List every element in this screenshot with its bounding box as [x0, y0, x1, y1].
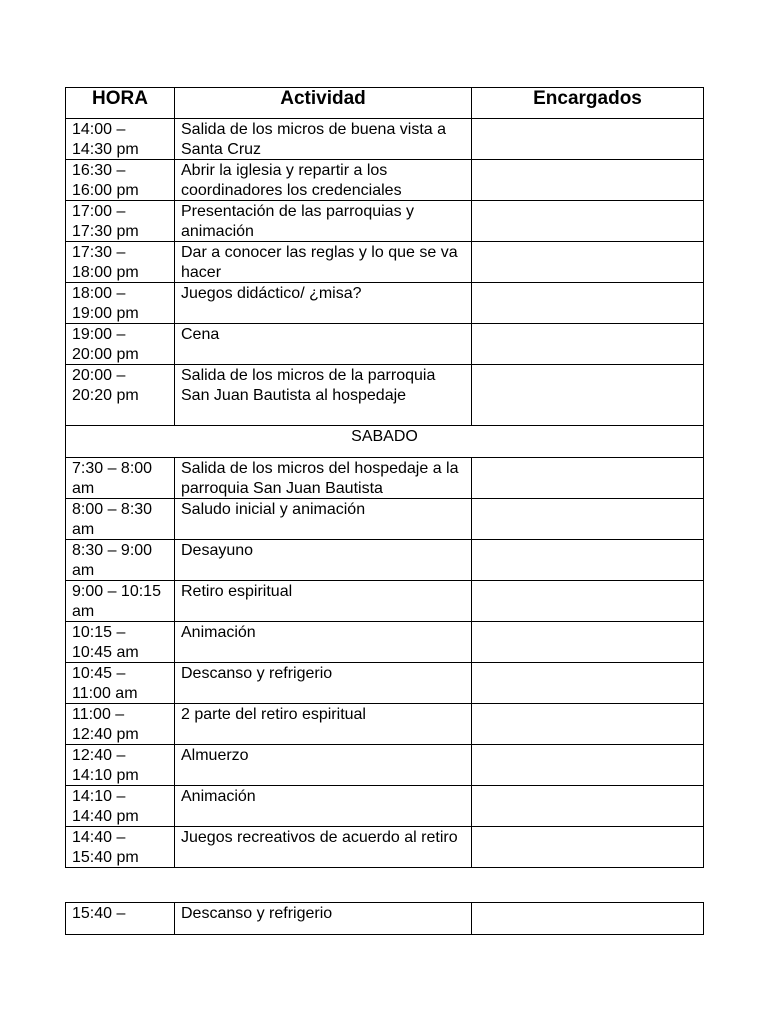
cell-encargados	[472, 903, 704, 935]
cell-hora: 19:00 – 20:00 pm	[66, 324, 175, 365]
table-row	[66, 499, 704, 540]
table-row	[66, 903, 704, 935]
header-encargados: Encargados	[472, 88, 704, 119]
schedule-table-continued	[65, 902, 704, 935]
cell-hora: 9:00 – 10:15 am	[66, 581, 175, 622]
cell-encargados	[472, 540, 704, 581]
cell-encargados	[472, 242, 704, 283]
cell-encargados	[472, 201, 704, 242]
cell-actividad: 2 parte del retiro espiritual	[175, 704, 472, 745]
table-row	[66, 622, 704, 663]
cell-hora: 17:30 – 18:00 pm	[66, 242, 175, 283]
cell-actividad: Descanso y refrigerio	[175, 903, 472, 935]
table-row	[66, 745, 704, 786]
cell-encargados	[472, 786, 704, 827]
cell-actividad: Desayuno	[175, 540, 472, 581]
cell-hora: 10:15 – 10:45 am	[66, 622, 175, 663]
cell-hora: 14:40 – 15:40 pm	[66, 827, 175, 868]
cell-actividad: Salida de los micros de la parroquia San Juan Bautista al hospedaje	[175, 365, 472, 426]
table-row	[66, 786, 704, 827]
cell-hora: 15:40 –	[66, 903, 175, 935]
cell-hora: 18:00 – 19:00 pm	[66, 283, 175, 324]
header-actividad: Actividad	[175, 88, 472, 119]
table-row	[66, 119, 704, 160]
cell-encargados	[472, 827, 704, 868]
cell-actividad: Animación	[175, 786, 472, 827]
cell-encargados	[472, 458, 704, 499]
table-row	[66, 160, 704, 201]
cell-hora: 14:10 – 14:40 pm	[66, 786, 175, 827]
table-row	[66, 458, 704, 499]
schedule-table	[65, 87, 704, 868]
header-hora: HORA	[66, 88, 175, 119]
cell-actividad: Retiro espiritual	[175, 581, 472, 622]
section-row	[66, 426, 704, 458]
cell-hora: 7:30 – 8:00 am	[66, 458, 175, 499]
table-row	[66, 324, 704, 365]
cell-hora: 20:00 – 20:20 pm	[66, 365, 175, 426]
cell-encargados	[472, 324, 704, 365]
cell-encargados	[472, 622, 704, 663]
cell-encargados	[472, 119, 704, 160]
cell-hora: 16:30 – 16:00 pm	[66, 160, 175, 201]
cell-actividad: Juegos didáctico/ ¿misa?	[175, 283, 472, 324]
cell-hora: 14:00 – 14:30 pm	[66, 119, 175, 160]
cell-hora: 12:40 – 14:10 pm	[66, 745, 175, 786]
table-row	[66, 827, 704, 868]
table-row	[66, 540, 704, 581]
cell-actividad: Saludo inicial y animación	[175, 499, 472, 540]
header-row	[66, 88, 704, 119]
cell-hora: 8:00 – 8:30 am	[66, 499, 175, 540]
cell-encargados	[472, 283, 704, 324]
cell-actividad: Almuerzo	[175, 745, 472, 786]
cell-encargados	[472, 745, 704, 786]
table-row	[66, 283, 704, 324]
cell-actividad: Cena	[175, 324, 472, 365]
cell-actividad: Salida de los micros de buena vista a Santa Cruz	[175, 119, 472, 160]
cell-encargados	[472, 160, 704, 201]
table-row	[66, 201, 704, 242]
cell-hora: 11:00 – 12:40 pm	[66, 704, 175, 745]
table-row	[66, 663, 704, 704]
cell-encargados	[472, 499, 704, 540]
cell-encargados	[472, 365, 704, 426]
table-row	[66, 704, 704, 745]
table-row	[66, 242, 704, 283]
cell-actividad: Descanso y refrigerio	[175, 663, 472, 704]
cell-actividad: Abrir la iglesia y repartir a los coordinadores los credenciales	[175, 160, 472, 201]
cell-actividad: Juegos recreativos de acuerdo al retiro	[175, 827, 472, 868]
cell-actividad: Salida de los micros del hospedaje a la parroquia San Juan Bautista	[175, 458, 472, 499]
table-row	[66, 581, 704, 622]
section-label: SABADO	[66, 426, 704, 458]
cell-actividad: Animación	[175, 622, 472, 663]
table-row	[66, 365, 704, 426]
cell-encargados	[472, 663, 704, 704]
cell-actividad: Dar a conocer las reglas y lo que se va hacer	[175, 242, 472, 283]
cell-encargados	[472, 581, 704, 622]
cell-hora: 17:00 – 17:30 pm	[66, 201, 175, 242]
cell-actividad: Presentación de las parroquias y animación	[175, 201, 472, 242]
cell-encargados	[472, 704, 704, 745]
cell-hora: 8:30 – 9:00 am	[66, 540, 175, 581]
cell-hora: 10:45 – 11:00 am	[66, 663, 175, 704]
